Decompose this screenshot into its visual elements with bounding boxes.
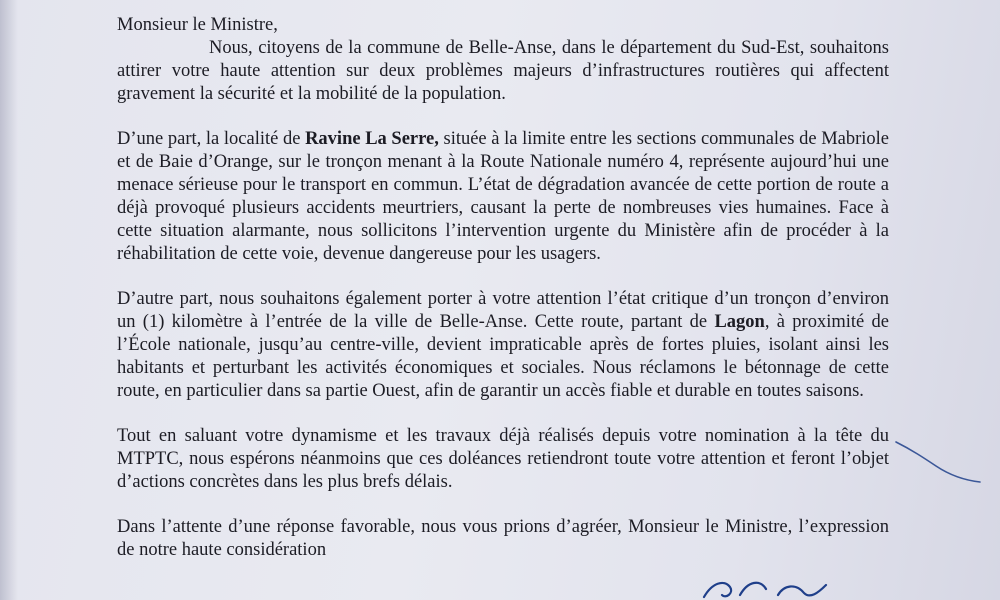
salutation: Monsieur le Ministre,	[117, 15, 278, 35]
place-name-ravine-la-serre: Ravine La Serre,	[305, 129, 439, 149]
paragraph-ravine-la-serre	[117, 128, 889, 266]
paragraph-text: située à la limite entre les sections communales de Mabriole et de Baie d’Orange, sur le tronçon menant à la Route Nationale numéro 4, représente aujourd’hui une menace sérieuse pour le transport en commun. L’état de dégradation avancée de cette portion de route a déjà provoqué plusieurs accidents meurtriers, causant la perte de nombreuses vies humaines. Face à cette situation alarmante, nous sollicitons l’intervention urgente du Ministère afin de procéder à la réhabilitation de cette voie, devenue dangereuse pour les usagers.	[117, 129, 890, 264]
pen-stroke-mark	[890, 432, 985, 487]
paragraph-closing-request: Tout en saluant votre dynamisme et les travaux déjà réalisés depuis votre nomination à la tête du MTPTC, nous espérons néanmoins que ces doléances retiendront toute votre attention et feront l’objet d’actions concrètes dans les plus brefs délais.	[117, 426, 889, 492]
paragraph-text: D’une part, la localité de	[117, 129, 306, 149]
paragraph-regards: Dans l’attente d’une réponse favorable, nous vous prions d’agréer, Monsieur le Ministre, l’expression de notre haute considération	[117, 517, 889, 560]
paragraph-belle-anse-road	[117, 288, 889, 403]
paragraph-intro: Nous, citoyens de la commune de Belle-Anse, dans le département du Sud-Est, souhaitons attirer votre haute attention sur deux problèmes majeurs d’infrastructures routières qui affectent gravement la sécurité et la mobilité de la population.	[117, 38, 889, 104]
signature-fragment	[700, 575, 830, 600]
paragraph-text: D’autre part, nous souhaitons également porter à votre attention l’état critique d’un tronçon d’environ un (1) kilomètre à l’entrée de la ville de Belle-Anse. Cette route, partant de	[117, 289, 889, 332]
place-name-lagon: Lagon	[714, 312, 765, 332]
paragraph-text: , à proximité de l’École nationale, jusqu’au centre-ville, devient impraticable après de fortes pluies, isolant ainsi les habitants et perturbant les activités économiques et sociales. Nous réclamons le bétonnage de cette route, en particulier dans sa partie Ouest, afin de garantir un accès fiable et durable en toutes saisons.	[117, 312, 889, 401]
letter-body	[117, 14, 889, 562]
